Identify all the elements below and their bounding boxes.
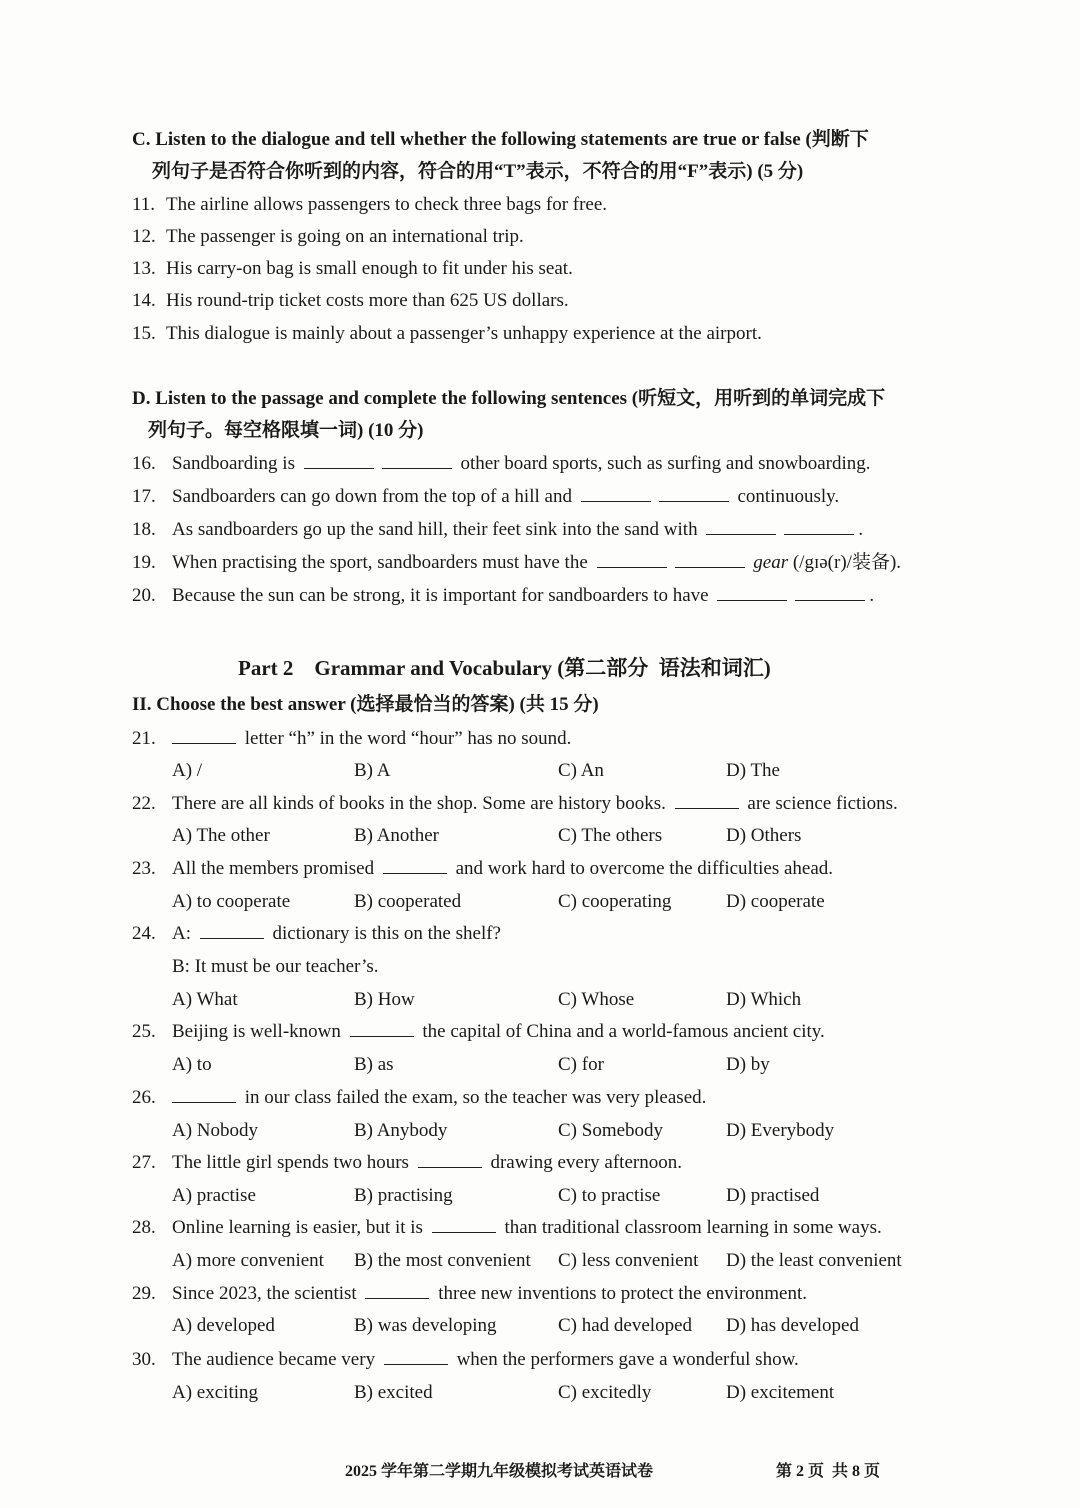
question-number: 24. <box>132 923 156 944</box>
question-stem <box>172 857 833 881</box>
option-b[interactable]: B) Another <box>354 825 439 846</box>
option-d[interactable]: D) the least convenient <box>726 1250 902 1271</box>
option-d[interactable]: D) has developed <box>726 1315 859 1336</box>
option-a[interactable]: A) to cooperate <box>172 891 291 912</box>
option-d[interactable]: D) Everybody <box>726 1120 835 1141</box>
option-c[interactable]: C) cooperating <box>558 891 672 912</box>
sentence <box>172 584 874 608</box>
answer-blank[interactable] <box>717 584 787 601</box>
sentence-post: other board sports, such as surfing and snowboarding. <box>460 453 871 474</box>
question-post: three new inventions to protect the environment. <box>438 1283 808 1304</box>
answer-blank[interactable] <box>659 485 729 502</box>
option-b[interactable]: B) excited <box>354 1382 433 1403</box>
option-a[interactable]: A) The other <box>172 825 270 846</box>
section-d-heading-cont: 列句子。每空格限填一词) (10 分) <box>148 420 424 441</box>
option-d[interactable]: D) practised <box>726 1185 820 1206</box>
option-c[interactable]: C) less convenient <box>558 1250 699 1271</box>
question-number: 27. <box>132 1152 156 1173</box>
question-stem-line2: B: It must be our teacher’s. <box>172 956 379 977</box>
item-number: 14. <box>132 290 156 311</box>
option-c[interactable]: C) had developed <box>558 1315 693 1336</box>
sentence-post: continuously. <box>737 486 840 507</box>
answer-blank[interactable] <box>382 452 452 469</box>
item-number: 18. <box>132 519 156 540</box>
question-pre: There are all kinds of books in the shop. Some are history books. <box>172 793 666 814</box>
question-post: the capital of China and a world-famous ancient city. <box>422 1021 825 1042</box>
answer-blank[interactable] <box>675 792 739 809</box>
answer-blank[interactable] <box>350 1020 414 1037</box>
question-pre: Beijing is well-known <box>172 1021 341 1042</box>
question-number: 26. <box>132 1087 156 1108</box>
option-a[interactable]: A) Nobody <box>172 1120 259 1141</box>
statement-text: His round-trip ticket costs more than 625 US dollars. <box>166 290 569 311</box>
option-d[interactable]: D) cooperate <box>726 891 825 912</box>
option-b[interactable]: B) was developing <box>354 1315 497 1336</box>
item-number: 12. <box>132 226 156 247</box>
answer-blank[interactable] <box>384 1348 448 1365</box>
question-post: and work hard to overcome the difficulties ahead. <box>455 858 834 879</box>
option-c[interactable]: C) excitedly <box>558 1382 652 1403</box>
question-stem <box>172 1348 799 1372</box>
sentence <box>172 452 870 476</box>
question-post: are science fictions. <box>747 793 898 814</box>
statement-text: The airline allows passengers to check three bags for free. <box>166 194 608 215</box>
question-pre: A: <box>172 923 191 944</box>
question-pre: The little girl spends two hours <box>172 1152 409 1173</box>
answer-blank[interactable] <box>365 1282 429 1299</box>
answer-blank[interactable] <box>172 727 236 744</box>
option-c[interactable]: C) An <box>558 760 604 781</box>
question-stem <box>172 1151 682 1175</box>
answer-blank[interactable] <box>784 518 854 535</box>
question-number: 30. <box>132 1349 156 1370</box>
sentence <box>172 518 863 542</box>
question-pre: Online learning is easier, but it is <box>172 1217 423 1238</box>
option-d[interactable]: D) The <box>726 760 780 781</box>
option-d[interactable]: D) excitement <box>726 1382 835 1403</box>
sentence-post: . <box>858 519 864 540</box>
answer-blank[interactable] <box>418 1151 482 1168</box>
question-number: 28. <box>132 1217 156 1238</box>
answer-blank[interactable] <box>432 1216 496 1233</box>
answer-blank[interactable] <box>304 452 374 469</box>
question-number: 29. <box>132 1283 156 1304</box>
sentence-pre: Sandboarding is <box>172 453 295 474</box>
option-b[interactable]: B) How <box>354 989 415 1010</box>
answer-blank[interactable] <box>200 922 264 939</box>
answer-blank[interactable] <box>383 857 447 874</box>
option-c[interactable]: C) Whose <box>558 989 635 1010</box>
item-number: 20. <box>132 585 156 606</box>
statement-text: This dialogue is mainly about a passenger’s unhappy experience at the airport. <box>166 323 762 344</box>
question-stem <box>172 1282 807 1306</box>
answer-blank[interactable] <box>581 485 651 502</box>
question-stem <box>172 727 571 751</box>
question-post: drawing every afternoon. <box>490 1152 682 1173</box>
answer-blank[interactable] <box>172 1086 236 1103</box>
sentence-pre: Sandboarders can go down from the top of a hill and <box>172 486 572 507</box>
option-d[interactable]: D) by <box>726 1054 770 1075</box>
question-stem <box>172 1020 825 1044</box>
item-number: 11. <box>132 194 156 215</box>
option-b[interactable]: B) Anybody <box>354 1120 448 1141</box>
answer-blank[interactable] <box>597 551 667 568</box>
option-a[interactable]: A) to <box>172 1054 212 1075</box>
item-number: 19. <box>132 552 156 573</box>
option-b[interactable]: B) cooperated <box>354 891 462 912</box>
question-pre: The audience became very <box>172 1349 376 1370</box>
question-stem <box>172 1086 706 1110</box>
item-number: 16. <box>132 453 156 474</box>
question-pre: Since 2023, the scientist <box>172 1283 357 1304</box>
section-d-heading: D. Listen to the passage and complete the following sentences (听短文，用听到的单词完成下 <box>132 388 886 409</box>
question-number: 23. <box>132 858 156 879</box>
footer-title: 2025 学年第二学期九年级模拟考试英语试卷 <box>345 1463 654 1480</box>
question-stem <box>172 792 898 816</box>
question-stem <box>172 922 501 946</box>
item-number: 17. <box>132 486 156 507</box>
option-d[interactable]: D) Which <box>726 989 802 1010</box>
option-b[interactable]: B) as <box>354 1054 394 1075</box>
question-number: 25. <box>132 1021 156 1042</box>
sentence-pre: Because the sun can be strong, it is important for sandboarders to have <box>172 585 709 606</box>
option-a[interactable]: A) exciting <box>172 1382 259 1403</box>
option-a[interactable]: A) developed <box>172 1315 275 1336</box>
option-b[interactable]: B) practising <box>354 1185 453 1206</box>
section-c-heading: C. Listen to the dialogue and tell whether the following statements are true or false (判断下 <box>132 129 869 150</box>
sentence <box>172 551 901 575</box>
answer-blank[interactable] <box>795 584 865 601</box>
option-a[interactable]: A) more convenient <box>172 1250 324 1271</box>
option-b[interactable]: B) A <box>354 760 391 781</box>
question-number: 21. <box>132 728 156 749</box>
option-c[interactable]: C) The others <box>558 825 663 846</box>
option-c[interactable]: C) for <box>558 1054 604 1075</box>
question-post: in our class failed the exam, so the teacher was very pleased. <box>244 1087 707 1108</box>
section-c-heading-cont: 列句子是否符合你听到的内容，符合的用“T”表示，不符合的用“F”表示) (5 分) <box>152 161 804 182</box>
statement-text: His carry-on bag is small enough to fit under his seat. <box>166 258 573 279</box>
statement-text: The passenger is going on an international trip. <box>166 226 524 247</box>
option-a[interactable]: A) What <box>172 989 238 1010</box>
answer-blank[interactable] <box>675 551 745 568</box>
question-post: than traditional classroom learning in some ways. <box>504 1217 882 1238</box>
option-c[interactable]: C) Somebody <box>558 1120 664 1141</box>
sentence-post: . <box>869 585 875 606</box>
sentence-italic-word: gear <box>753 552 789 573</box>
question-number: 22. <box>132 793 156 814</box>
part2-title: Part 2 Grammar and Vocabulary (第二部分 语法和词汇) <box>238 656 771 680</box>
option-a[interactable]: A) practise <box>172 1185 256 1206</box>
question-post: dictionary is this on the shelf? <box>272 923 501 944</box>
question-post: letter “h” in the word “hour” has no sound. <box>244 728 572 749</box>
sentence-post: (/gɪə(r)/装备). <box>792 552 902 573</box>
answer-blank[interactable] <box>706 518 776 535</box>
item-number: 15. <box>132 323 156 344</box>
option-a[interactable]: A) / <box>172 760 203 781</box>
option-b[interactable]: B) the most convenient <box>354 1250 531 1271</box>
option-c[interactable]: C) to practise <box>558 1185 661 1206</box>
sentence <box>172 485 839 509</box>
sentence-pre: When practising the sport, sandboarders must have the <box>172 552 588 573</box>
option-d[interactable]: D) Others <box>726 825 802 846</box>
question-stem <box>172 1216 882 1240</box>
question-post: when the performers gave a wonderful show. <box>456 1349 799 1370</box>
question-pre: All the members promised <box>172 858 375 879</box>
page-number: 第 2 页 共 8 页 <box>776 1463 881 1480</box>
section-ii-heading: II. Choose the best answer (选择最恰当的答案) (共 15 分) <box>132 694 599 715</box>
item-number: 13. <box>132 258 156 279</box>
sentence-pre: As sandboarders go up the sand hill, their feet sink into the sand with <box>172 519 698 540</box>
